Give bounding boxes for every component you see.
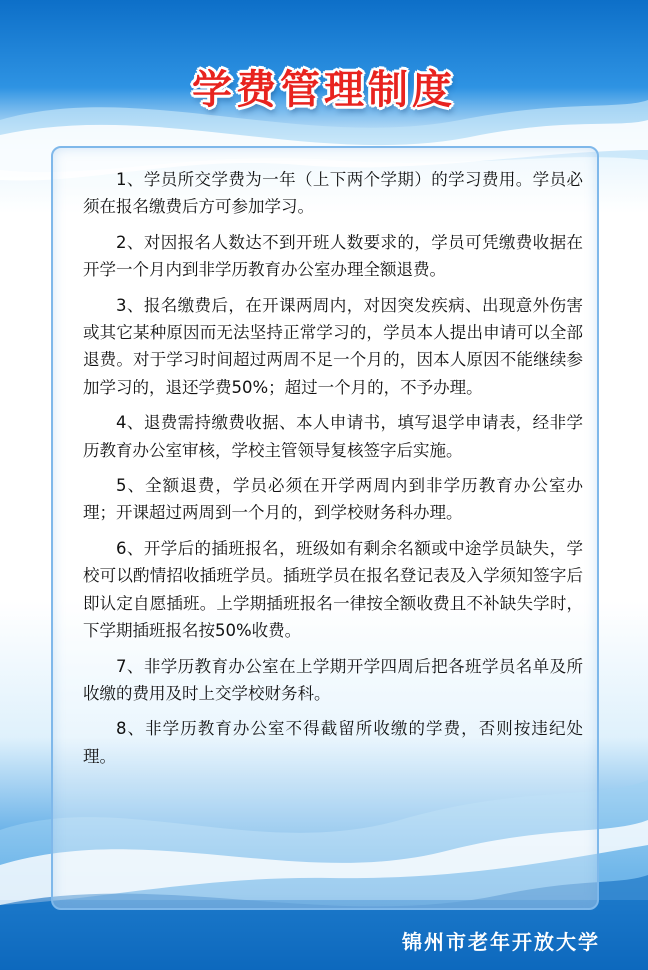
rules-content xyxy=(83,166,583,778)
rule-paragraph-7: 7、非学历教育办公室在上学期开学四周后把各班学员名单及所收缴的费用及时上交学校财务科。 xyxy=(83,656,583,703)
rule-paragraph-2: 2、对因报名人数达不到开班人数要求的，学员可凭缴费收据在开学一个月内到非学历教育办公室办理全额退费。 xyxy=(83,232,583,280)
rule-paragraph-3: 3、报名缴费后，在开课两周内，对因突发疾病、出现意外伤害或其它某种原因而无法坚持正常学习的，学员本人提出申请可以全部退费。对于学习时间超过两周不足一个月的，因本人原因不能继续参加学习的，退还学费50%；超过一个月的，不予办理。 xyxy=(83,295,583,397)
rule-paragraph-1: 1、学员所交学费为一年（上下两个学期）的学习费用。学员必须在报名缴费后方可参加学习。 xyxy=(83,170,583,217)
rule-paragraph-6: 6、开学后的插班报名，班级如有剩余名额或中途学员缺失，学校可以酌情招收插班学员。插班学员在报名登记表及入学须知签字后即认定自愿插班。上学期插班报名一律按全额收费且不补缺失学时，下学期插班报名按50%收费。 xyxy=(83,538,583,641)
rule-paragraph-4: 4、退费需持缴费收据、本人申请书，填写退学申请表，经非学历教育办公室审核，学校主管领导复核签字后实施。 xyxy=(83,413,583,460)
rule-paragraph-5: 5、全额退费，学员必须在开学两周内到非学历教育办公室办理；开课超过两周到一个月的，到学校财务科办理。 xyxy=(83,476,583,523)
rule-paragraph-8: 8、非学历教育办公室不得截留所收缴的学费，否则按违纪处理。 xyxy=(83,719,583,766)
page-title: 学费管理制度 xyxy=(192,67,456,113)
institution-name: 锦州市老年开放大学 xyxy=(402,930,600,954)
